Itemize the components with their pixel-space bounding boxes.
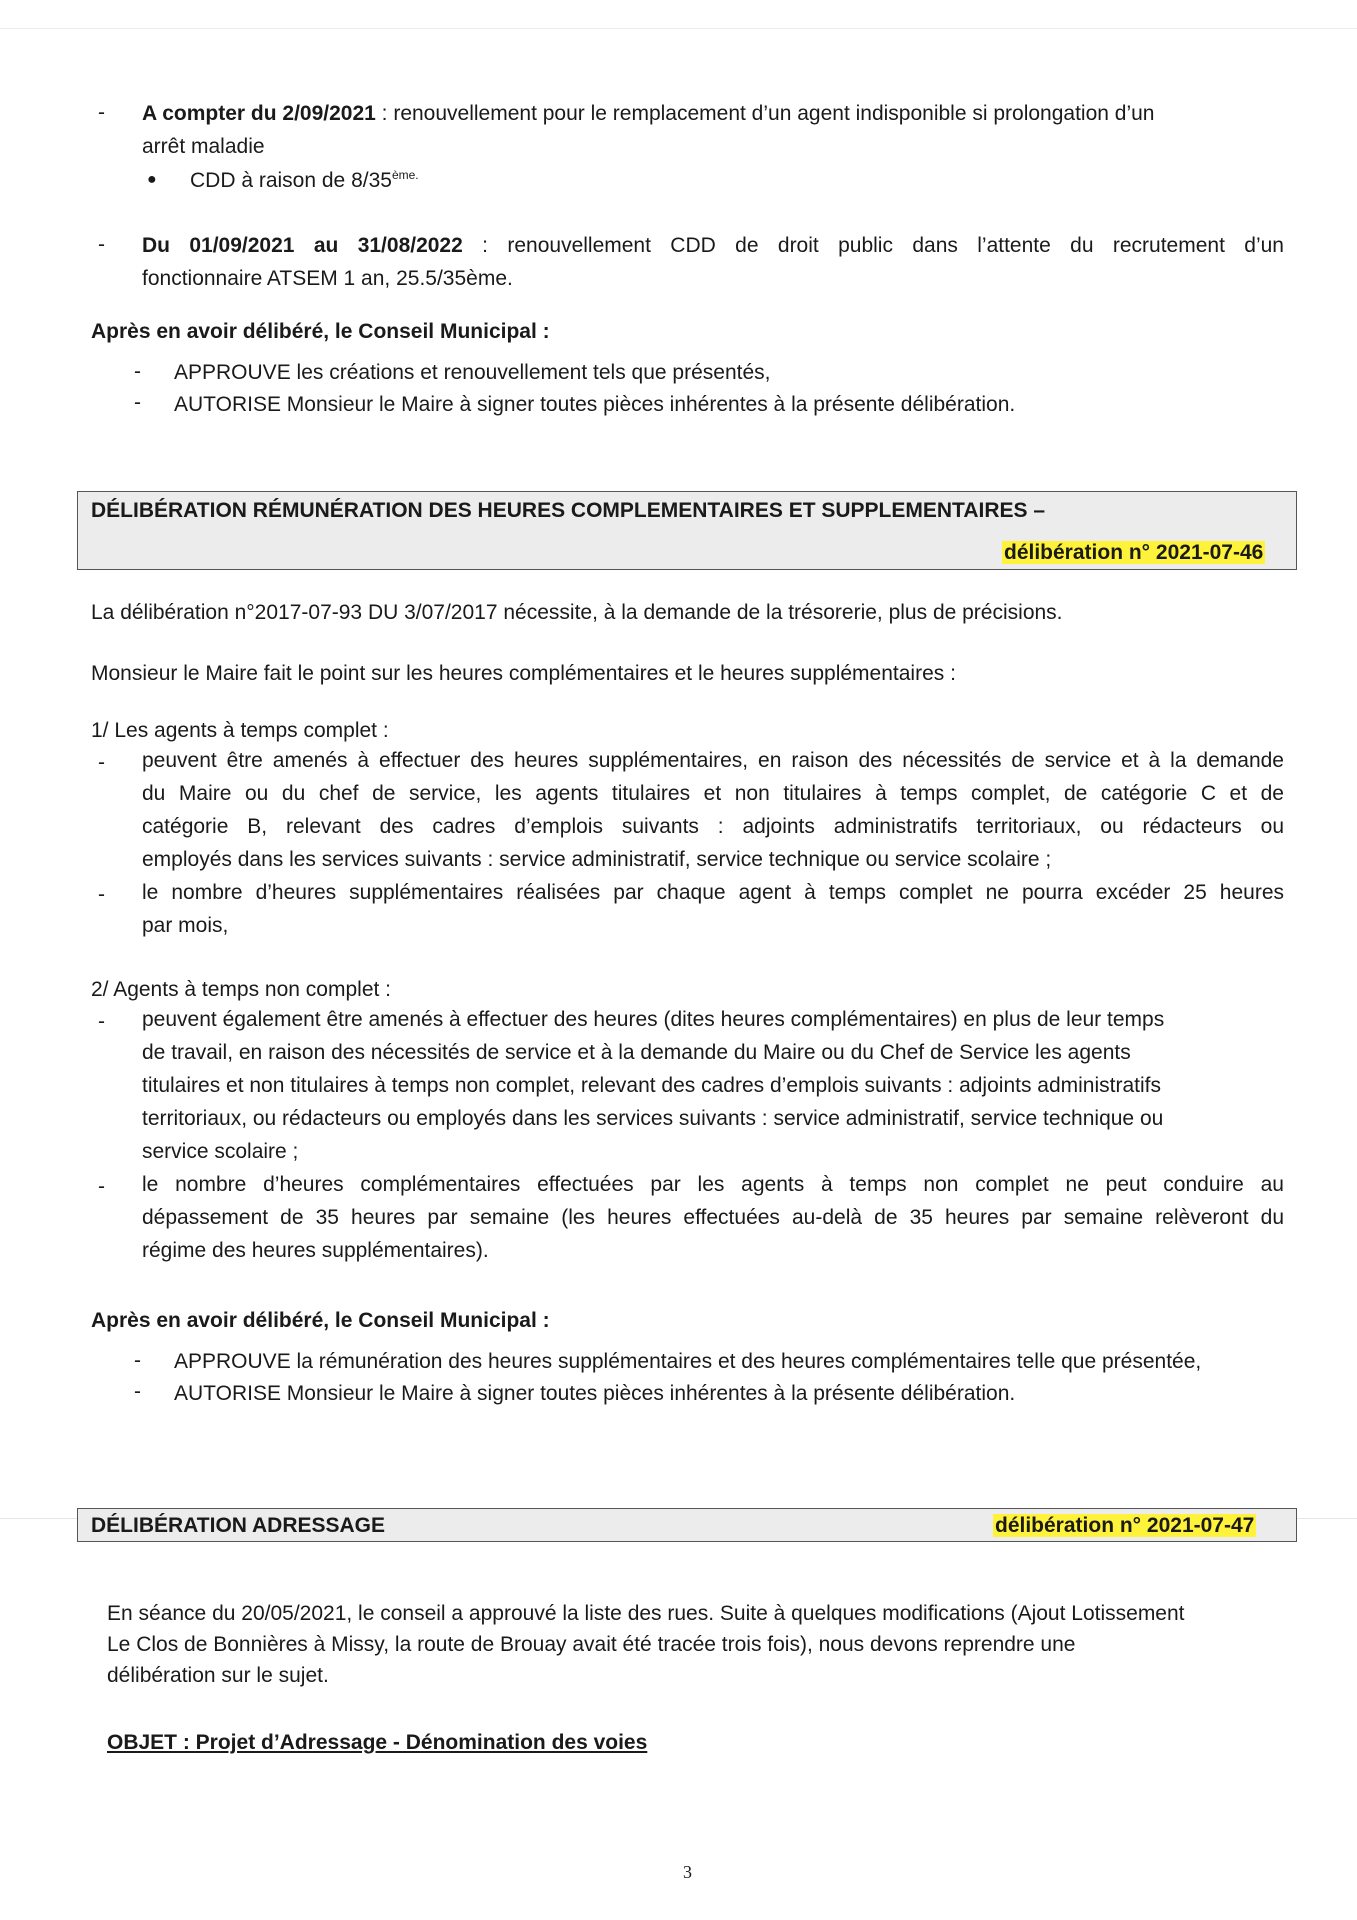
list-item [142,876,1284,942]
list-dash: - [98,1010,105,1033]
deliberation-number-badge: délibération n° 2021-07-46 [1004,541,1264,564]
decision-item: AUTORISE Monsieur le Maire à signer toutes pièces inhérentes à la présente délibération. [174,393,1016,416]
text-line: peuvent être amenés à effectuer des heures supplémentaires, en raison des nécessités de service et à la demande [142,749,1284,772]
item-text: : renouvellement pour le remplacement d’un agent indisponible si prolongation d’un [375,102,1155,125]
objet-heading: OBJET : Projet d’Adressage - Dénomination des voies [107,1731,648,1754]
text-line: Le Clos de Bonnières à Missy, la route de Brouay avait été tracée trois fois), nous devons reprendre une [107,1633,1076,1656]
list-item [142,744,1284,876]
bullet-item [190,164,419,197]
text-line: territoriaux, ou rédacteurs ou employés dans les services suivants : service administratif, service technique ou [142,1107,1164,1130]
decision-item: AUTORISE Monsieur le Maire à signer toutes pièces inhérentes à la présente délibération. [174,1382,1016,1405]
text-line: par mois, [142,914,229,937]
list-item [142,1003,1284,1168]
list-item [142,229,1284,262]
text-line: délibération sur le sujet. [107,1664,329,1687]
list-item-continuation: arrêt maladie [142,135,265,158]
text-line: de travail, en raison des nécessités de service et à la demande du Maire ou du Chef de Service les agents [142,1041,1131,1064]
list-dash: - [134,1349,141,1372]
intro-text: Monsieur le Maire fait le point sur les heures complémentaires et le heures supplémentaires : [91,662,956,685]
list-dash: - [134,391,141,414]
section-title: DÉLIBÉRATION ADRESSAGE [91,1514,386,1537]
page-number: 3 [683,1862,692,1882]
text-line: dépassement de 35 heures par semaine (les heures effectuées au-delà de 35 heures par semaine relèveront du [142,1206,1284,1229]
item-text: : renouvellement CDD de droit public dans l’attente du recrutement d’un [462,234,1284,257]
deliberation-number [1002,536,1265,569]
list-dash: - [134,1380,141,1403]
list-dash: - [98,1175,105,1198]
page-top-edge [0,28,1357,29]
text-line: employés dans les services suivants : service administratif, service technique ou service scolaire ; [142,848,1052,871]
list-item-continuation: fonctionnaire ATSEM 1 an, 25.5/35ème. [142,267,513,290]
text-line: du Maire ou du chef de service, les agents titulaires et non titulaires à temps complet, de catégorie C et de [142,782,1284,805]
list-item [142,1168,1284,1267]
part-heading: 1/ Les agents à temps complet : [91,719,389,742]
deliberation-number-badge: délibération n° 2021-07-47 [995,1514,1255,1537]
section-title: DÉLIBÉRATION RÉMUNÉRATION DES HEURES COMPLEMENTAIRES ET SUPPLEMENTAIRES – [91,499,1046,522]
list-dash: - [98,233,105,256]
list-dash: - [98,751,105,774]
intro-text: La délibération n°2017-07-93 DU 3/07/2017 nécessite, à la demande de la trésorerie, plus de précisions. [91,601,1063,624]
item-date: A compter du 2/09/2021 [142,102,376,125]
bullet-icon: ● [147,171,157,188]
list-dash: - [98,101,105,124]
decision-item: APPROUVE la rémunération des heures supplémentaires et des heures complémentaires telle que présentée, [174,1350,1202,1373]
bullet-text: CDD à raison de 8/35 [190,169,392,192]
text-line: catégorie B, relevant des cadres d’emplois suivants : adjoints administratifs territoriaux, ou rédacteurs ou [142,815,1284,838]
deliberation-number [993,1509,1256,1542]
list-dash: - [134,360,141,383]
list-dash: - [98,883,105,906]
bullet-sup: ème. [391,168,419,182]
adressage-text [107,1598,1287,1691]
text-line: le nombre d’heures supplémentaires réalisées par chaque agent à temps complet ne pourra excéder 25 heures [142,881,1284,904]
part-heading: 2/ Agents à temps non complet : [91,978,392,1001]
list-item [142,97,1284,130]
decision-item: APPROUVE les créations et renouvellement tels que présentés, [174,361,771,384]
decision-heading: Après en avoir délibéré, le Conseil Municipal : [91,320,550,343]
item-date: Du 01/09/2021 au 31/08/2022 [142,234,463,257]
text-line: En séance du 20/05/2021, le conseil a approuvé la liste des rues. Suite à quelques modifications (Ajout Lotissement [107,1602,1185,1625]
decision-heading: Après en avoir délibéré, le Conseil Municipal : [91,1309,550,1332]
text-line: régime des heures supplémentaires). [142,1239,489,1262]
text-line: titulaires et non titulaires à temps non complet, relevant des cadres d’emplois suivants : adjoints administratifs [142,1074,1161,1097]
text-line: le nombre d’heures complémentaires effectuées par les agents à temps non complet ne peut conduire au [142,1173,1284,1196]
text-line: peuvent également être amenés à effectuer des heures (dites heures complémentaires) en plus de leur temps [142,1008,1165,1031]
text-line: service scolaire ; [142,1140,299,1163]
